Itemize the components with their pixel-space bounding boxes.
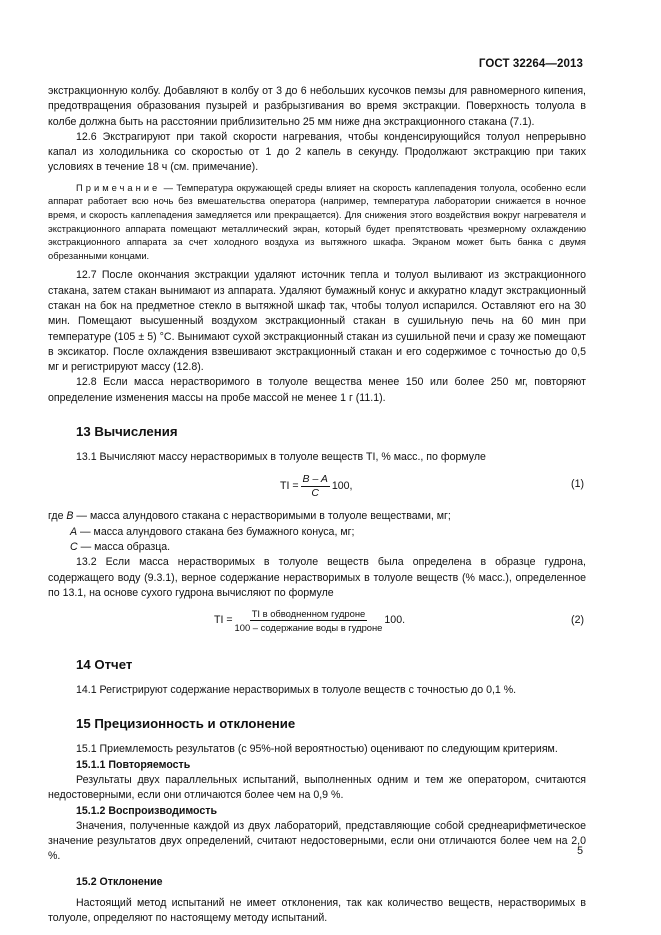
paragraph-12-8: 12.8 Если масса нерастворимого в толуоле вещества менее 150 или более 250 мг, повторяют определение изменения массы на пробе массой не менее 1 г (11.1). xyxy=(48,376,586,404)
formula-1-number: (1) xyxy=(571,478,584,491)
legend-symbol-b: B xyxy=(66,510,74,523)
legend-symbol-a: A xyxy=(70,525,78,538)
formula-1-fraction xyxy=(301,473,330,500)
note-label: Примечание xyxy=(76,181,161,193)
formula-2-denominator: 100 – содержание воды в гудроне xyxy=(234,622,383,634)
formula-1-tail: 100, xyxy=(331,480,353,493)
formula-1 xyxy=(48,469,586,503)
subsection-15-1-1-title: 15.1.1 Повторяемость xyxy=(76,758,191,771)
section-13-title: 13 Вычисления xyxy=(76,424,178,440)
formula-2-tail: 100. xyxy=(384,613,406,626)
formula-2-fraction xyxy=(235,607,383,634)
page-number: 5 xyxy=(577,845,583,857)
legend-text-b: — масса алундового стакана с нерастворимыми в толуоле веществами, мг; xyxy=(73,510,451,523)
legend-line-a xyxy=(48,525,586,540)
legend-text-a: — масса алундового стакана без бумажного конуса, мг; xyxy=(77,525,355,538)
legend-line-c xyxy=(48,540,586,555)
note xyxy=(48,181,586,263)
section-15-title: 15 Прецизионность и отклонение xyxy=(76,716,296,732)
subsection-15-2-title: 15.2 Отклонение xyxy=(76,875,163,888)
paragraph-15-1: 15.1 Приемлемость результатов (с 95%-ной вероятностью) оценивают по следующим критериям. xyxy=(76,743,558,756)
paragraph-14-1: 14.1 Регистрируют содержание нерастворимых в толуоле веществ с точностью до 0,1 %. xyxy=(76,684,517,697)
paragraph-15-1-1: Результаты двух параллельных испытаний, выполненных одним и тем же оператором, считаются недостоверными, если они отличаются более чем на 0,9 %. xyxy=(48,773,586,802)
formula-1-numerator: B – A xyxy=(302,473,328,486)
paragraph-12-6: 12.6 Экстрагируют при такой скорости нагревания, чтобы конденсирующийся толуол непрерывно капал из холодильника со скоростью от 1 до 2 капель в секунду. Продолжают экстракцию при таких условиях в течение 18 ч (см. примечание). xyxy=(48,130,586,174)
paragraph-13-2: 13.2 Если масса нерастворимых в толуоле веществ была определена в образце гудрона, содержащего воду (9.3.1), верное содержание нерастворимых в толуоле веществ (% масс.), определенное по 13.1, на основе сухого гудрона вычисляют по формуле xyxy=(48,556,586,599)
note-text: — Температура окружающей среды влияет на скорость каплепадения толуола, особенно если аппарат работает всю ночь без вмешательства оператора (например, температура лаборатории снижается в ночное время, и скорость каплепадения замедляется или прекращается). Для снижения этого воздействия вокруг нагревателя и экстракционного аппарата помещают металлический экран, который будет препятствовать чрезмерному охлаждению экстракционного аппарата за счет холодного воздуха из вытяжного шкафа. Экраном может быть банка с двумя обрезанными концами. xyxy=(48,181,586,261)
formula-2 xyxy=(48,605,586,639)
page-content xyxy=(48,84,586,927)
standard-header: ГОСТ 32264—2013 xyxy=(478,58,583,70)
paragraph-continued: экстракционную колбу. Добавляют в колбу от 3 до 6 небольших кусочков пемзы для равномерного кипения, предотвращения образования пузырей и разбрызгивания во время экстракции. Поверхность толуола в колбе должна быть на расстоянии приблизительно 25 мм ниже дна экстракционного стакана (7.1). xyxy=(48,85,586,128)
subsection-15-1-2-title: 15.1.2 Воспроизводимость xyxy=(76,804,217,817)
legend-line-b xyxy=(48,509,586,524)
formula-2-number: (2) xyxy=(571,614,584,627)
formula-2-lhs: TI = xyxy=(214,613,233,626)
legend-symbol-c: C xyxy=(70,540,78,553)
formula-1-legend xyxy=(48,509,586,555)
paragraph-15-1-2: Значения, полученные каждой из двух лабораторий, представляющие собой среднеарифметическое значение результатов двух определений, считают недостоверными, если они отличаются более чем на 2,0 %. xyxy=(48,819,586,863)
paragraph-12-7: 12.7 После окончания экстракции удаляют источник тепла и толуол выливают из экстракционного стакана, затем стакан вынимают из аппарата. Удаляют бумажный конус и аккуратно кладут экстракционный стакан на бок на предметное стекло в вытяжной шкаф так, чтобы толуол испарился. Оставляют его на 30 мин. Помещают высушенный воздухом экстракционный стакан в сушильную печь на 60 мин при температуре (105 ± 5) °С. Вынимают сухой экстракционный стакан из сушильной печи и сразу же помещают в эксикатор. После охлаждения взвешивают экстракционный стакан и его содержимое с точностью до 0,5 мг и регистрируют массу (12.8). xyxy=(48,269,586,374)
legend-prefix: где xyxy=(48,510,67,523)
paragraph-13-1: 13.1 Вычисляют массу нерастворимых в толуоле веществ TI, % масс., по формуле xyxy=(76,451,486,464)
formula-1-lhs: TI = xyxy=(280,480,299,493)
paragraph-15-2: Настоящий метод испытаний не имеет отклонения, так как количество веществ, нерастворимых в толуоле, определяют по настоящему методу испытаний. xyxy=(48,897,586,925)
legend-text-c: — масса образца. xyxy=(77,540,171,553)
formula-2-numerator: TI в обводненном гудроне xyxy=(251,608,366,620)
formula-1-denominator: C xyxy=(311,487,319,500)
section-14-title: 14 Отчет xyxy=(76,657,133,673)
